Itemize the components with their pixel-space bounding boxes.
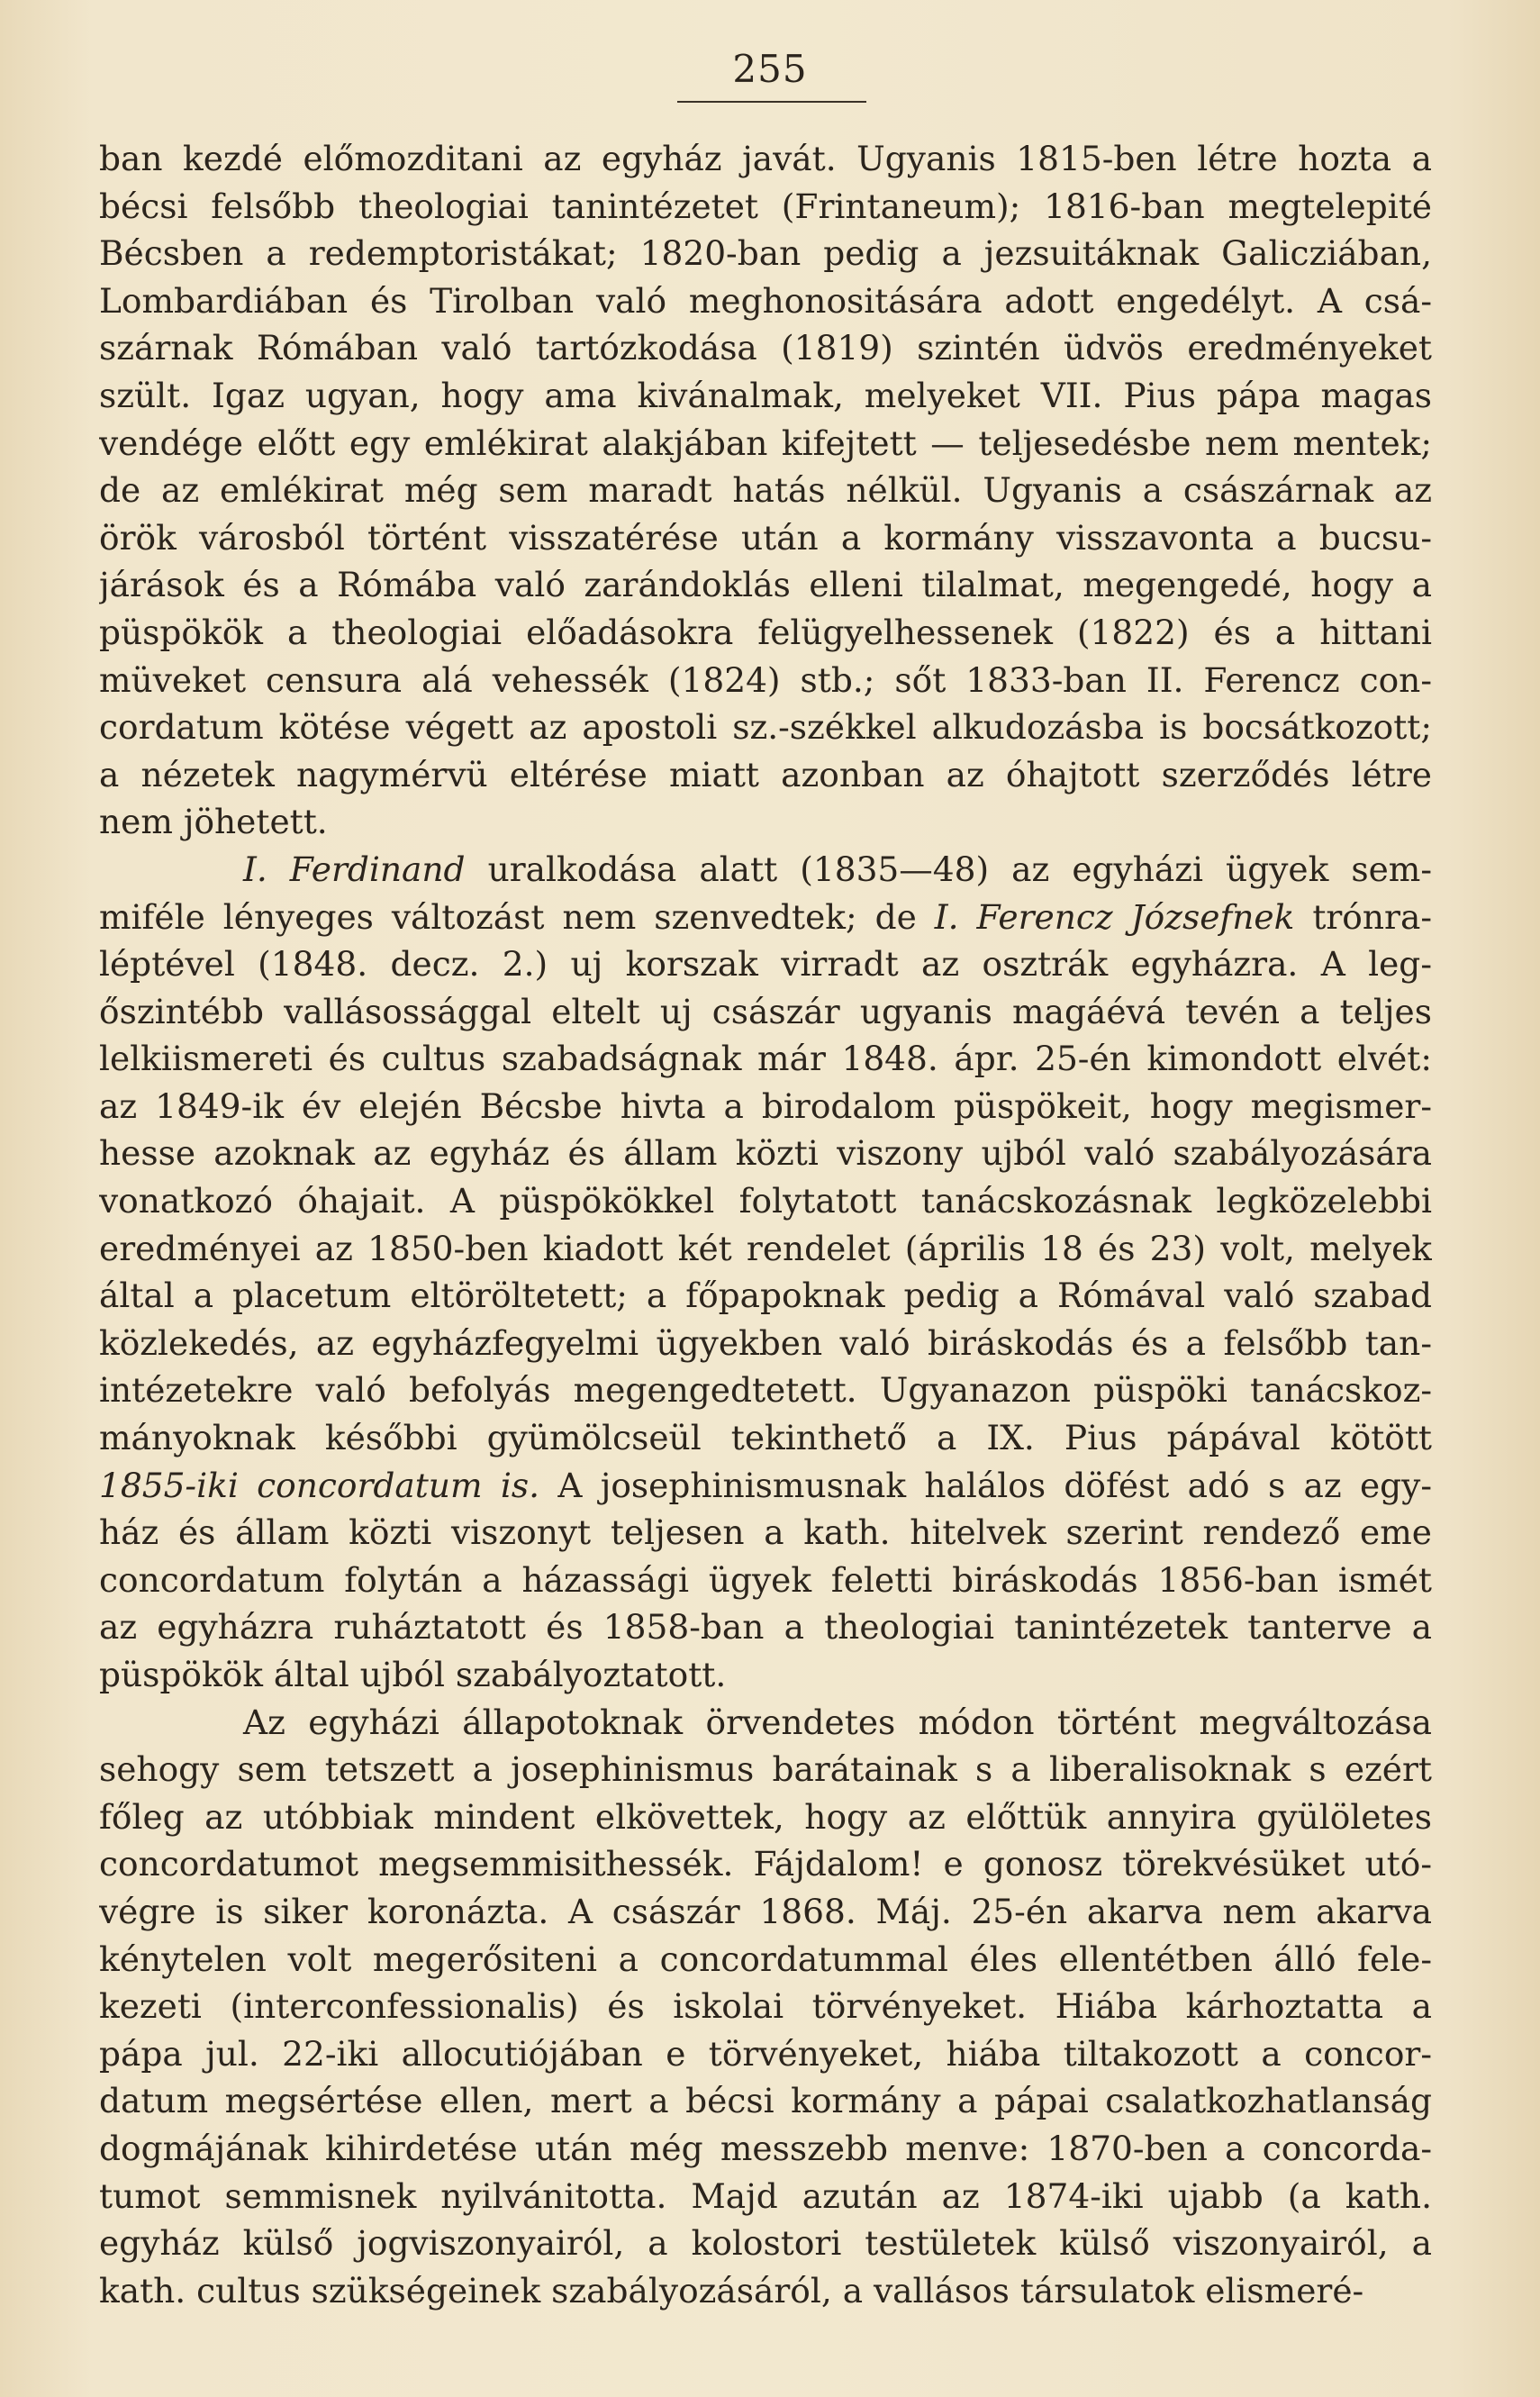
page-number: 255 <box>732 47 808 91</box>
text-line: Lombardiában és Tirolban való meghonositására adott engedélyt. A csá- <box>99 280 1432 321</box>
text-line: sehogy sem tetszett a josephinismus barátainak s a liberalisoknak s ezért <box>99 1749 1432 1790</box>
text-line: mányoknak későbbi gyümölcseül tekinthető a IX. Pius pápával kötött <box>99 1418 1432 1458</box>
text-line: I. Ferdinand uralkodása alatt (1835—48) az egyházi ügyek sem- <box>243 849 1432 889</box>
text-line: dogmájának kihirdetése után még messzebb menve: 1870-ben a concorda- <box>99 2128 1432 2168</box>
text-line: eredményei az 1850-ben kiadott két rendelet (április 18 és 23) volt, melyek <box>99 1228 1432 1268</box>
page-number-rule <box>677 101 866 103</box>
text-line: müveket censura alá vehessék (1824) stb.; sőt 1833-ban II. Ferencz con- <box>99 659 1432 700</box>
text-line: nem jöhetett. <box>99 802 328 842</box>
text-line: püspökök a theologiai előadásokra felügyelhessenek (1822) és a hittani <box>99 612 1432 652</box>
text-line: datum megsértése ellen, mert a bécsi kormány a pápai csalatkozhatlanság <box>99 2081 1432 2121</box>
text-line: főleg az utóbbiak mindent elkövettek, hogy az előttük annyira gyülöletes <box>99 1796 1432 1837</box>
text-line: Bécsben a redemptoristákat; 1820-ban pedig a jezsuitáknak Galicziában, <box>99 233 1432 274</box>
text-line: püspökök által ujból szabályoztatott. <box>99 1655 727 1694</box>
text-line: pápa jul. 22-iki allocutiójában e törvényeket, hiába tiltakozott a concor- <box>99 2033 1432 2074</box>
text-line: örök városból történt visszatérése után a kormány visszavonta a bucsu- <box>99 517 1432 558</box>
text-line: az 1849-ik év elején Bécsbe hivta a birodalom püspökeit, hogy megismer- <box>99 1085 1432 1126</box>
text-line: cordatum kötése végett az apostoli sz.-székkel alkudozásba is bocsátkozott; <box>99 707 1432 748</box>
text-line: kezeti (interconfessionalis) és iskolai törvényeket. Hiába kárhoztatta a <box>99 1986 1432 2027</box>
text-line: concordatum folytán a házassági ügyek feletti biráskodás 1856-ban ismét <box>99 1559 1432 1600</box>
text-line: a nézetek nagymérvü eltérése miatt azonban az óhajtott szerződés létre <box>99 754 1432 794</box>
text-line: által a placetum eltöröltetett; a főpapoknak pedig a Rómával való szabad <box>99 1276 1432 1316</box>
text-line: járások és a Rómába való zarándoklás elleni tilalmat, megengedé, hogy a <box>99 565 1432 605</box>
text-line: hesse azoknak az egyház és állam közti viszony ujból való szabályozására <box>99 1133 1432 1174</box>
text-line: ban kezdé előmozditani az egyház javát. Ugyanis 1815-ben létre hozta a <box>99 139 1432 178</box>
text-body <box>99 135 1432 2314</box>
text-line: ház és állam közti viszonyt teljesen a kath. hitelvek szerint rendező eme <box>99 1512 1432 1553</box>
paragraph-3 <box>99 1699 1432 2315</box>
text-line: bécsi felsőbb theologiai tanintézetet (Frintaneum); 1816-ban megtelepité <box>99 186 1432 226</box>
text-line: kath. cultus szükségeinek szabályozásáról, a vallásos társulatok elismeré- <box>99 2270 1364 2311</box>
text-line: de az emlékirat még sem maradt hatás nélkül. Ugyanis a császárnak az <box>99 470 1432 511</box>
text-line: 1855-iki concordatum is. A josephinismusnak halálos döfést adó s az egy- <box>99 1465 1432 1505</box>
text-line: tumot semmisnek nyilvánitotta. Majd azután az 1874-iki ujabb (a kath. <box>99 2175 1432 2216</box>
text-line: közlekedés, az egyházfegyelmi ügyekben való biráskodás és a felsőbb tan- <box>99 1322 1432 1363</box>
text-line: őszintébb vallásossággal eltelt uj császár ugyanis magáévá tevén a teljes <box>99 991 1432 1031</box>
text-line: vonatkozó óhajait. A püspökökkel folytatott tanácskozásnak legközelebbi <box>99 1181 1432 1221</box>
text-line: vendége előtt egy emlékirat alakjában kifejtett — teljesedésbe nem mentek; <box>99 422 1432 463</box>
text-line: végre is siker koronázta. A császár 1868. Máj. 25-én akarva nem akarva <box>99 1891 1432 1931</box>
text-line: miféle lényeges változást nem szenvedtek; de I. Ferencz Józsefnek trónra- <box>99 896 1432 937</box>
text-line: Az egyházi állapotoknak örvendetes módon történt megváltozása <box>243 1702 1432 1742</box>
text-line: az egyházra ruháztatott és 1858-ban a theologiai tanintézetek tanterve a <box>99 1607 1432 1648</box>
text-line: intézetekre való befolyás megengedtetett. Ugyanazon püspöki tanácskoz- <box>99 1370 1432 1411</box>
paragraph-1 <box>99 135 1432 846</box>
paragraph-2 <box>99 846 1432 1699</box>
text-line: lelkiismereti és cultus szabadságnak már 1848. ápr. 25-én kimondott elvét: <box>99 1039 1432 1079</box>
text-line: egyház külső jogviszonyairól, a kolostori testületek külső viszonyairól, a <box>99 2223 1432 2264</box>
text-line: léptével (1848. decz. 2.) uj korszak virradt az osztrák egyházra. A leg- <box>99 944 1432 985</box>
text-line: kénytelen volt megerősiteni a concordatummal éles ellentétben álló fele- <box>99 1938 1432 1979</box>
text-line: concordatumot megsemmisithessék. Fájdalom! e gonosz törekvésüket utó- <box>99 1844 1432 1884</box>
text-line: szárnak Rómában való tartózkodása (1819) szintén üdvös eredményeket <box>99 328 1432 368</box>
text-line: szült. Igaz ugyan, hogy ama kivánalmak, melyeket VII. Pius pápa magas <box>99 375 1432 415</box>
